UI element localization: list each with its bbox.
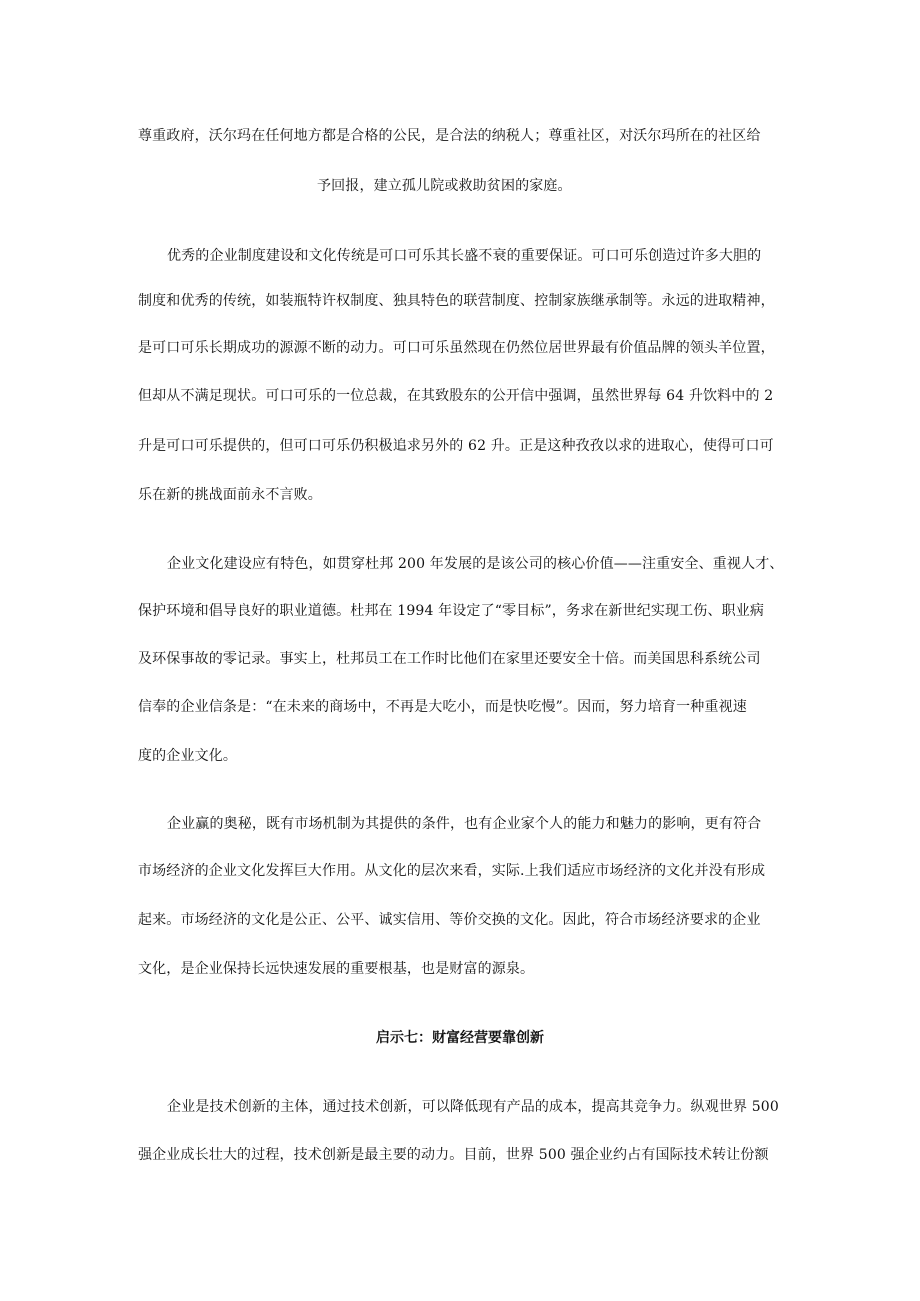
paragraph-4-line-3: 起来。市场经济的文化是公正、公平、诚实信用、等价交换的文化。因此，符合市场经济要求的企业 [138,912,761,928]
paragraph-2-line-5: 升是可口可乐提供的，但可口可乐仍积极追求另外的 62 升。正是这种孜孜以求的进取心，使得可口可 [138,438,774,454]
paragraph-3-line-2: 保护环境和倡导良好的职业道德。杜邦在 1994 年设定了“零目标”，务求在新世纪实现工伤、职业病 [138,603,765,619]
paragraph-3-line-5: 度的企业文化。 [138,748,238,764]
section-heading: 启示七：财富经营要靠创新 [376,1030,544,1046]
paragraph-4-line-1: 企业赢的奥秘，既有市场机制为其提供的条件，也有企业家个人的能力和魅力的影响，更有符合 [167,816,762,832]
paragraph-3-line-4: 信奉的企业信条是：“在未来的商场中，不再是大吃小，而是快吃慢”。因而，努力培育一种重视速 [138,699,747,715]
paragraph-2-line-3: 是可口可乐长期成功的源源不断的动力。可口可乐虽然现在仍然位居世界最有价值品牌的领头羊位置， [138,340,775,356]
paragraph-5-line-1: 企业是技术创新的主体，通过技术创新，可以降低现有产品的成本，提高其竞争力。纵观世界 500 [167,1099,779,1115]
paragraph-2-line-6: 乐在新的挑战面前永不言败。 [138,487,322,503]
paragraph-5-line-2: 强企业成长壮大的过程，技术创新是最主要的动力。目前，世界 500 强企业约占有国际技术转让份额 [138,1147,769,1163]
paragraph-3-line-3: 及环保事故的零记录。事实上，杜邦员工在工作时比他们在家里还要安全十倍。而美国思科系统公司 [138,651,761,667]
paragraph-4-line-2: 市场经济的企业文化发挥巨大作用。从文化的层次来看，实际.上我们适应市场经济的文化并没有形成 [138,863,766,879]
paragraph-4-line-4: 文化，是企业保持长远快速发展的重要根基，也是财富的源泉。 [138,961,535,977]
paragraph-2-line-4: 但却从不满足现状。可口可乐的一位总裁，在其致股东的公开信中强调，虽然世界每 64 升饮料中的 2 [138,388,774,404]
paragraph-1-line-2: 予回报，建立孤儿院或救助贫困的家庭。 [317,178,572,194]
paragraph-3-line-1: 企业文化建设应有特色，如贯穿杜邦 200 年发展的是该公司的核心价值——注重安全、重视人才、 [167,556,784,572]
paragraph-2-line-1: 优秀的企业制度建设和文化传统是可口可乐其长盛不衰的重要保证。可口可乐创造过许多大胆的 [167,248,762,264]
paragraph-2-line-2: 制度和优秀的传统，如装瓶特许权制度、独具特色的联营制度、控制家族继承制等。永远的进取精神， [138,293,775,309]
paragraph-1-line-1: 尊重政府，沃尔玛在任何地方都是合格的公民，是合法的纳税人；尊重社区，对沃尔玛所在的社区给 [138,128,761,144]
